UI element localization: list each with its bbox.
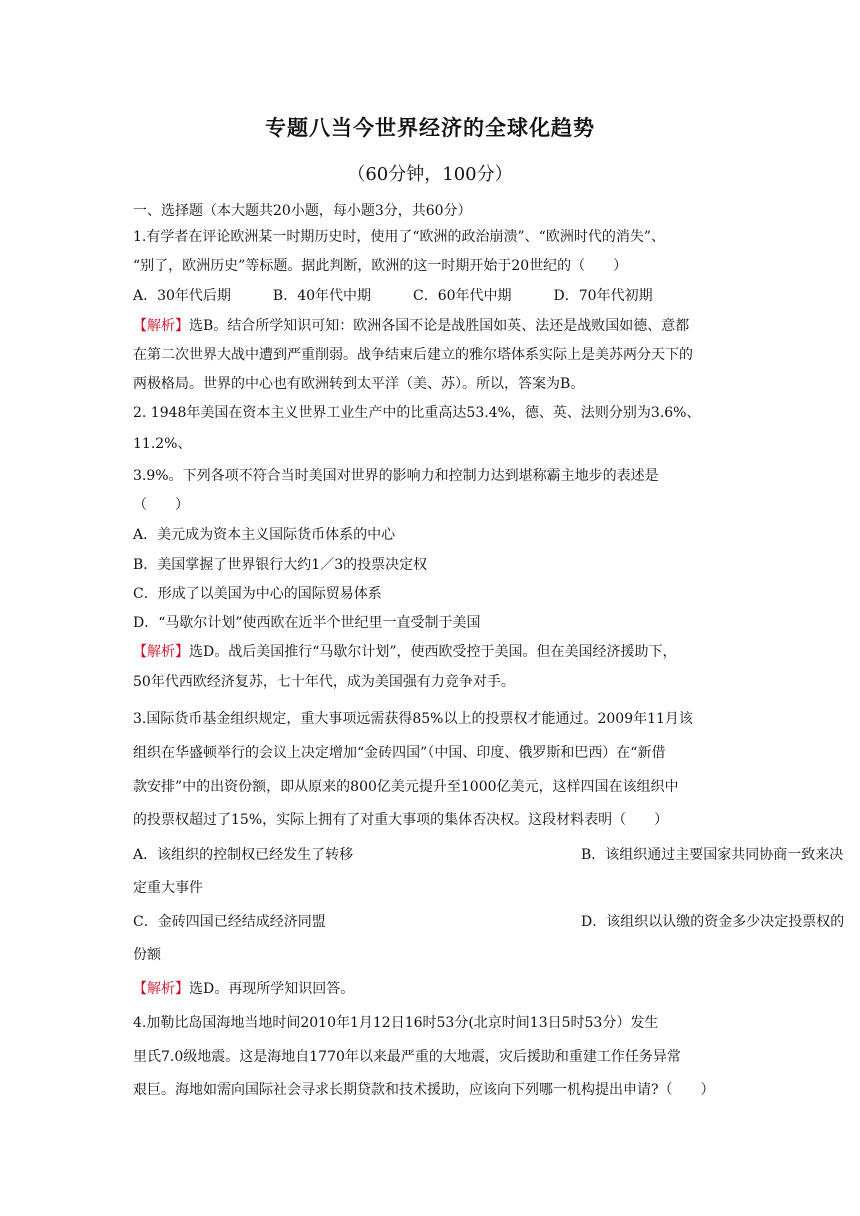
- q3-option-d-cont: 份额: [133, 947, 161, 963]
- q1-analysis-line-3: 两极格局。世界的中心也有欧洲转到太平洋（美、苏）。所以，答案为B。: [133, 376, 585, 392]
- analysis-tag: 【解析】: [133, 318, 189, 334]
- q1-stem-line-1: 1.有学者在评论欧洲某一时期历史时，使用了“欧洲的政治崩溃”、“欧洲时代的消失”、: [133, 229, 665, 245]
- q2-analysis-line-1: [133, 642, 733, 662]
- q3-options-row-1: [133, 845, 844, 865]
- q4-stem-line-2: 里氏7.0级地震。这是海地自1770年以来最严重的大地震，灾后援助和重建工作任务异常: [133, 1049, 681, 1065]
- q4-stem-line-3: 艰巨。海地如需向国际社会寻求长期贷款和技术援助，应该向下列哪一机构提出申请?（ ）: [133, 1082, 715, 1098]
- q3-stem-line-1: 3.国际货币基金组织规定，重大事项远需获得85%以上的投票权才能通过。2009年11月该: [133, 711, 693, 727]
- section-heading: 一、选择题（本大题共20小题，每小题3分，共60分）: [133, 203, 472, 219]
- q3-option-d: D．该组织以认缴的资金多少决定投票权的: [581, 914, 845, 930]
- q1-analysis-line-1: [133, 316, 733, 336]
- q3-analysis-text: 选D。再现所学知识回答。: [189, 981, 355, 997]
- q2-option-c: C．形成了以美国为中心的国际贸易体系: [133, 586, 382, 602]
- q2-option-d: D．“马歇尔计划”使西欧在近半个世纪里一直受制于美国: [133, 615, 481, 631]
- q3-option-b: B．该组织通过主要国家共同协商一致来决: [581, 847, 844, 863]
- q1-analysis-line-2: 在第二次世界大战中遭到严重削弱。战争结束后建立的雅尔塔体系实际上是美苏两分天下的: [133, 347, 693, 363]
- analysis-tag: 【解析】: [133, 644, 189, 660]
- q2-analysis-line-2: 50年代西欧经济复苏，七十年代，成为美国强有力竞争对手。: [133, 674, 515, 690]
- q3-stem-line-2: 组织在华盛顿举行的会议上决定增加“金砖四国”（中国、印度、俄罗斯和巴西）在“新借: [133, 745, 666, 761]
- page-title: 专题八当今世界经济的全球化趋势: [265, 116, 595, 140]
- q2-analysis-text: 选D。战后美国推行“马歇尔计划”，使西欧受控于美国。但在美国经济援助下，: [189, 644, 677, 660]
- q1-options: A．30年代后期 B．40年代中期 C．60年代中期 D．70年代初期: [133, 288, 653, 304]
- q3-stem-line-3: 款安排”中的出资份额，即从原来的800亿美元提升至1000亿美元，这样四国在该组织中: [133, 779, 679, 795]
- q3-option-b-cont: 定重大事件: [133, 880, 203, 896]
- q4-stem-line-1: 4.加勒比岛国海地当地时间2010年1月12日16时53分(北京时间13日5时53分）发生: [133, 1015, 659, 1031]
- q2-stem-line-4: （ ）: [133, 497, 189, 513]
- q3-analysis-line-1: [133, 979, 733, 999]
- page-subtitle: （60分钟，100分）: [347, 164, 513, 185]
- q3-option-a: A．该组织的控制权已经发生了转移: [133, 847, 354, 863]
- q2-stem-line-3: 3.9%。下列各项不符合当时美国对世界的影响力和控制力达到堪称霸主地步的表述是: [133, 468, 659, 484]
- q2-stem-line-1: 2. 1948年美国在资本主义世界工业生产中的比重高达53.4%，德、英、法则分别为3.6%、: [133, 405, 701, 421]
- q3-options-row-2: [133, 912, 845, 932]
- q2-option-a: A．美元成为资本主义国际货币体系的中心: [133, 527, 396, 543]
- q3-stem-line-4: 的投票权超过了15%，实际上拥有了对重大事项的集体否决权。这段材料表明（ ）: [133, 812, 669, 828]
- q1-analysis-text: 选B。结合所学知识可知：欧洲各国不论是战胜国如英、法还是战败国如德、意都: [189, 318, 690, 334]
- q1-stem-line-2: “别了，欧洲历史”等标题。据此判断，欧洲的这一时期开始于20世纪的（ ）: [133, 258, 628, 274]
- q2-option-b: B．美国掌握了世界银行大约1／3的投票决定权: [133, 557, 428, 573]
- q3-option-c: C．金砖四国已经结成经济同盟: [133, 914, 326, 930]
- analysis-tag: 【解析】: [133, 981, 189, 997]
- q2-stem-line-2: 11.2%、: [133, 436, 192, 452]
